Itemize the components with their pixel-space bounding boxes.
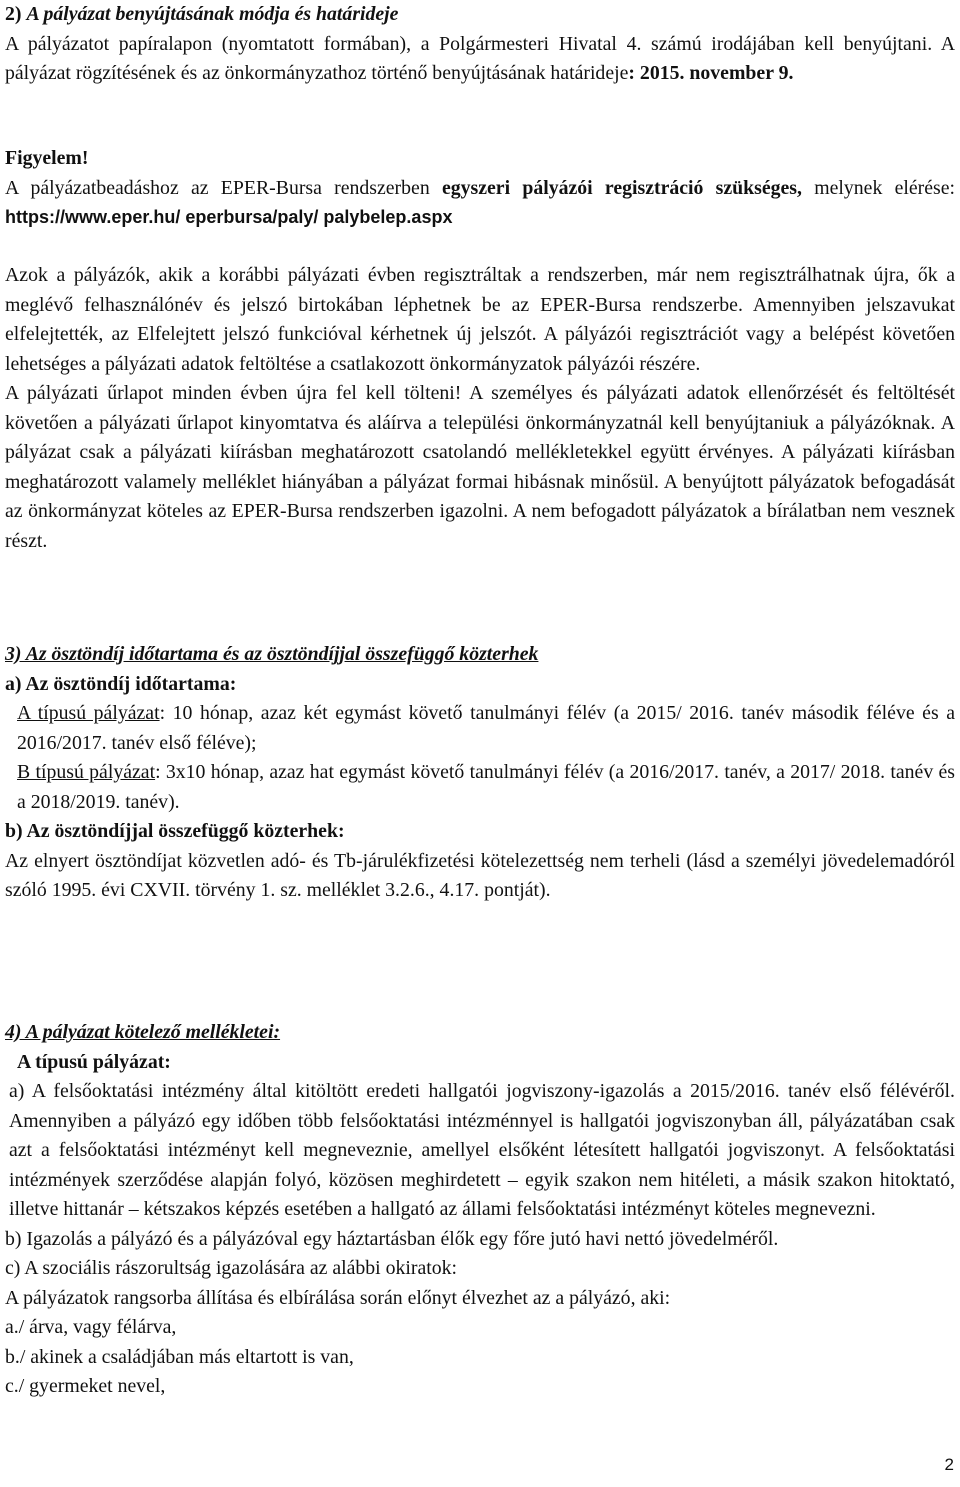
section-submission bbox=[5, 0, 955, 89]
ranking-paragraph: A pályázatok rangsorba állítása és elbírálása során előnyt élvezhet az a pályázó, aki: bbox=[5, 1286, 671, 1309]
type-b-label: B típusú pályázat bbox=[17, 761, 156, 783]
section-title: A pályázat benyújtásának módja és határideje bbox=[26, 3, 399, 25]
registration-link[interactable]: https://www.eper.hu/ eperbursa/paly/ palybelep.aspx bbox=[5, 207, 453, 227]
page-number: 2 bbox=[944, 1454, 954, 1474]
section-number: 2) bbox=[5, 3, 22, 25]
attachment-item-b: b) Igazolás a pályázó és a pályázóval egy háztartásban élők egy főre jutó havi nettó jövedelméről. bbox=[5, 1227, 779, 1250]
list-item: c./ gyermeket nevel, bbox=[5, 1375, 166, 1397]
attachment-item-a: a) A felsőoktatási intézmény által kitöltött eredeti hallgatói jogviszony-igazolás a 2015/2016. tanév első félévéről. Amennyiben a pályázó egy időben több felsőoktatási intézménnyel is hallgatói jogviszonyban áll, pályázatában csak azt a felsőoktatási intézményt kell megneveznie, amellyel elsőként létesített hallgatói jogviszonyt. A felsőoktatási intézmények szerződése alapján folyó, közösen meghirdetett – egyik szakon nem hitéleti, a másik szakon hitoktató, illetve hittanár – kétszakos képzés esetében a hallgató az állami felsőoktatási intézményt köteles megnevezni. bbox=[9, 1080, 955, 1220]
deadline-date: : 2015. november 9. bbox=[628, 62, 794, 84]
section-heading: 4) A pályázat kötelező mellékletei: bbox=[5, 1021, 281, 1043]
notice-text-after: melynek elérése: bbox=[814, 176, 955, 199]
registration-paragraph: Azok a pályázók, akik a korábbi pályázati évben regisztráltak a rendszerben, már nem regisztrálhatnak újra, ők a meglévő felhasználónév és jelszó birtokában léphetnek be az EPER-Bursa rendszerbe. Amennyiben jelszavukat elfelejtették, az Elfelejtett jelszó funkcióval kérhetnek új jelszót. A pályázói regisztrációt vagy a belépést követően lehetséges a pályázati adatok feltöltése a csatlakozott önkormányzatok pályázói részére. bbox=[5, 264, 955, 375]
notice-block bbox=[5, 144, 955, 233]
notice-paragraph bbox=[5, 174, 955, 233]
list-item: a./ árva, vagy félárva, bbox=[5, 1316, 177, 1338]
type-b-text: : 3x10 hónap, azaz hat egymást követő tanulmányi félév (a 2016/2017. tanév, a 2017/ 2018. tanév és a 2018/2019. tanév). bbox=[17, 761, 956, 813]
section-duration bbox=[5, 640, 955, 906]
submission-paragraph bbox=[5, 30, 955, 89]
attachment-item-c: c) A szociális rászorultság igazolására az alábbi okiratok: bbox=[5, 1257, 458, 1279]
tax-paragraph: Az elnyert ösztöndíjat közvetlen adó- és Tb-járulékfizetési kötelezettség nem terheli (lásd a személyi jövedelemadóról szóló 1995. évi CXVII. törvény 1. sz. melléklet 3.2.6., 4.17. pontját). bbox=[5, 849, 955, 901]
type-a-label: A típusú pályázat bbox=[17, 702, 160, 724]
type-a-text: : 10 hónap, azaz két egymást követő tanulmányi félév (a 2015/ 2016. tanév második féléve és a 2016/2017. tanév első féléve); bbox=[17, 702, 955, 754]
body-block bbox=[5, 261, 955, 556]
subsection-heading: b) Az ösztöndíjjal összefüggő közterhek: bbox=[5, 820, 345, 842]
type-a-duration bbox=[5, 699, 955, 758]
type-b-duration bbox=[5, 758, 955, 817]
form-paragraph: A pályázati űrlapot minden évben újra fel kell tölteni! A személyes és pályázati adatok ellenőrzését és feltöltését követően a pályázati űrlapot kinyomtatva és aláírva a települési önkormányzatnál kell benyújtaniuk a pályázóknak. A pályázat csak a pályázati kiírásban meghatározott csatolandó mellékletekkel együtt érvényes. A pályázati kiírásban meghatározott valamely melléklet hiányában a pályázat formai hibásnak minősül. A benyújtott pályázatok befogadását az önkormányzat köteles az EPER-Bursa rendszerben igazolni. A nem befogadott pályázatok a bírálatban nem vesznek részt. bbox=[5, 382, 955, 552]
section-heading bbox=[5, 0, 955, 30]
type-a-heading: A típusú pályázat: bbox=[17, 1050, 171, 1073]
section-attachments bbox=[5, 1018, 955, 1402]
notice-emphasis: egyszeri pályázói regisztráció szükséges, bbox=[441, 176, 802, 199]
list-item: b./ akinek a családjában más eltartott is van, bbox=[5, 1345, 354, 1368]
section-heading: 3) Az ösztöndíj időtartama és az ösztöndíjjal összefüggő közterhek bbox=[5, 643, 539, 665]
submission-text: A pályázatot papíralapon (nyomtatott formában), a Polgármesteri Hivatal 4. számú irodájában kell benyújtani. A pályázat rögzítésének és az önkormányzathoz történő benyújtásának határideje bbox=[5, 32, 955, 84]
notice-text: A pályázatbeadáshoz az EPER-Bursa rendszerben bbox=[5, 176, 430, 199]
notice-title: Figyelem! bbox=[5, 147, 89, 169]
subsection-heading: a) Az ösztöndíj időtartama: bbox=[5, 672, 237, 695]
